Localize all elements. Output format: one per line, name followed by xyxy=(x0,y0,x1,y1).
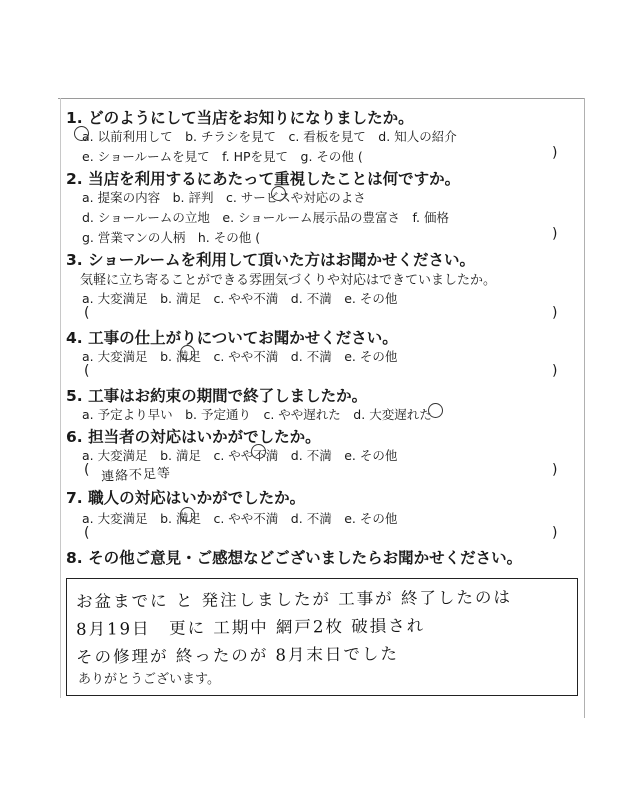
question-3-options: a. 大変満足 b. 満足 c. やや不満 d. 不満 e. その他 xyxy=(82,291,398,306)
answer-circle-q5-d xyxy=(428,403,443,418)
paper-edge-top xyxy=(58,98,584,99)
comment-handwritten-line-3: その修理が 終ったのが 8月末日でした xyxy=(75,644,400,667)
question-6-paren-open: ( xyxy=(84,462,90,478)
answer-circle-q2-c xyxy=(271,186,286,201)
question-4-paren-close: ) xyxy=(552,363,558,379)
question-4-title: 4. 工事の仕上がりについてお聞かせください。 xyxy=(66,329,398,347)
thanks-text: ありがとうございます。 xyxy=(78,672,220,687)
question-2-title: 2. 当店を利用するにあたって重視したことは何ですか。 xyxy=(66,170,461,188)
question-7-paren-close: ) xyxy=(552,525,558,541)
paper-edge-left xyxy=(60,98,61,698)
question-2-options-row-3: g. 営業マンの人柄 h. その他 ( xyxy=(82,230,261,245)
answer-circle-q4-b xyxy=(180,345,195,360)
question-2-paren-close: ) xyxy=(552,226,558,242)
question-3-paren-close: ) xyxy=(552,305,558,321)
question-1-options-row-1: a. 以前利用して b. チラシを見て c. 看板を見て d. 知人の紹介 xyxy=(82,129,457,144)
question-1-paren-close: ) xyxy=(552,145,558,161)
question-3-subtext: 気軽に立ち寄ることができる雰囲気づくりや対応はできていましたか。 xyxy=(80,273,497,288)
question-5-title: 5. 工事はお約束の期間で終了しましたか。 xyxy=(66,387,368,405)
answer-circle-q6-c xyxy=(251,444,266,459)
question-5-options: a. 予定より早い b. 予定通り c. やや遅れた d. 大変遅れた xyxy=(82,407,432,422)
question-6-options: a. 大変満足 b. 満足 c. やや不満 d. 不満 e. その他 xyxy=(82,448,398,463)
comment-handwritten-line-1: お盆までに と 発注しましたが 工事が 終了したのは xyxy=(75,587,513,612)
question-3-title: 3. ショールームを利用して頂いた方はお聞かせください。 xyxy=(66,251,475,269)
question-2-options-row-1: a. 提案の内容 b. 評判 c. サービスや対応のよさ xyxy=(82,190,366,205)
question-7-title: 7. 職人の対応はいかがでしたか。 xyxy=(66,489,306,507)
answer-circle-q1-a xyxy=(74,126,89,141)
question-6-handwritten-note: 連絡不足等 xyxy=(100,466,172,485)
question-7-options: a. 大変満足 b. 満足 c. やや不満 d. 不満 e. その他 xyxy=(82,511,398,526)
answer-circle-q7-b xyxy=(180,507,195,522)
question-8-title: 8. その他ご意見・ご感想などございましたらお聞かせください。 xyxy=(66,549,523,567)
question-2-options-row-2: d. ショールームの立地 e. ショールーム展示品の豊富さ f. 価格 xyxy=(82,210,449,225)
question-3-paren-open: ( xyxy=(84,305,90,321)
question-4-paren-open: ( xyxy=(84,363,90,379)
comment-handwritten-line-2: 8月19日 更に 工期中 網戸2枚 破損され xyxy=(75,616,426,639)
question-6-title: 6. 担当者の対応はいかがでしたか。 xyxy=(66,428,321,446)
question-6-paren-close: ) xyxy=(552,462,558,478)
question-1-options-row-2: e. ショールームを見て f. HPを見て g. その他 ( xyxy=(82,149,363,164)
question-4-options: a. 大変満足 b. 満足 c. やや不満 d. 不満 e. その他 xyxy=(82,349,398,364)
question-7-paren-open: ( xyxy=(84,525,90,541)
question-1-title: 1. どのようにして当店をお知りになりましたか。 xyxy=(66,109,414,127)
paper-edge-right xyxy=(584,98,585,718)
